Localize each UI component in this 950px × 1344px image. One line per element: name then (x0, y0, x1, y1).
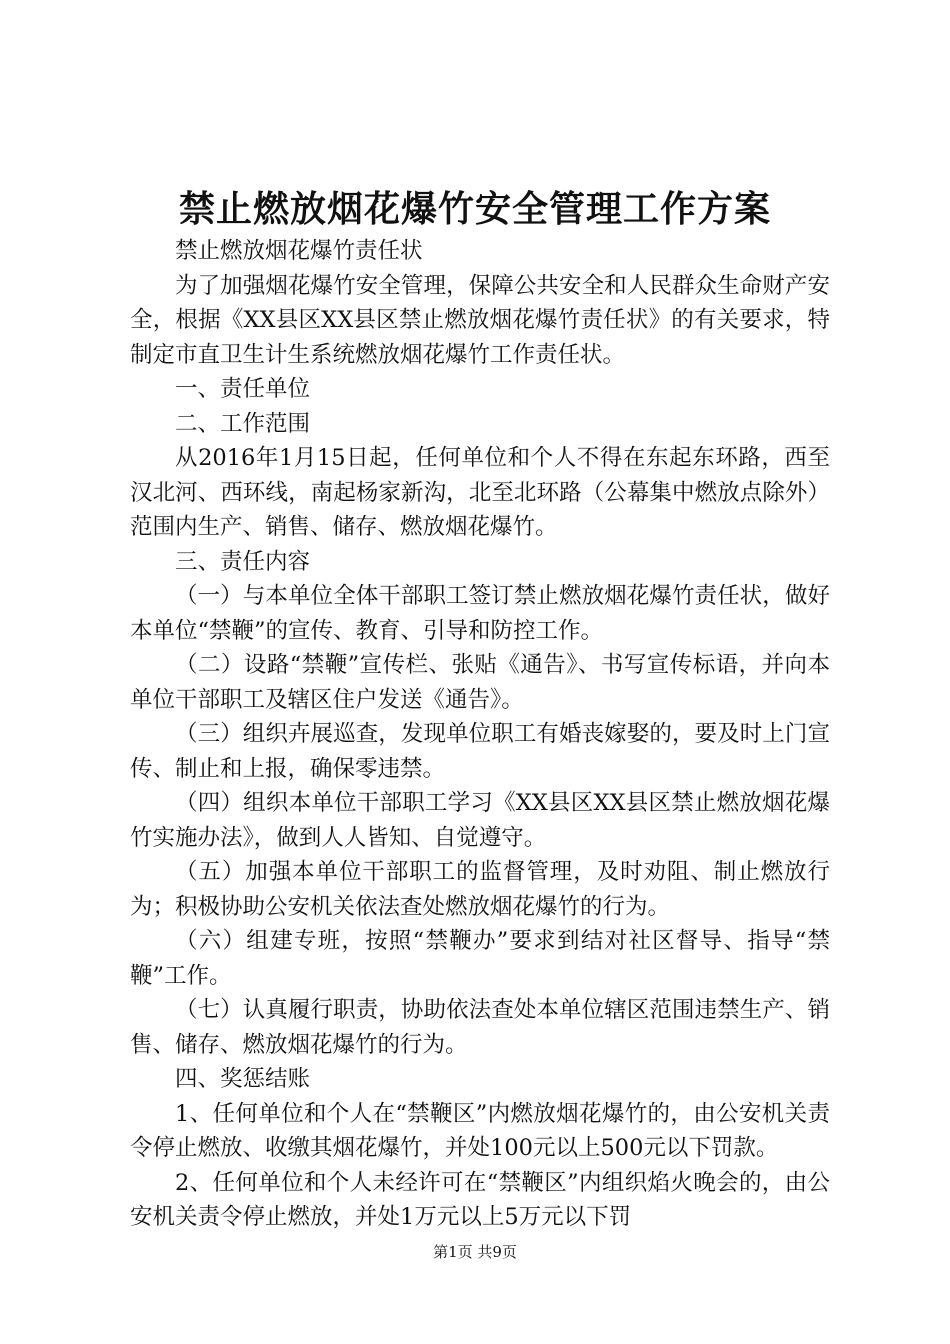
section-heading: 一、责任单位 (175, 376, 311, 402)
list-item: （四）组织本单位干部职工学习《XX县区XX县区禁止燃放烟花爆竹实施办法》，做到人人皆知、自觉遵守。 (130, 790, 830, 851)
list-item: 1、任何单位和个人在“禁鞭区”内燃放烟花爆竹的，由公安机关责令停止燃放、收缴其烟花爆竹，并处100元以上500元以下罚款。 (130, 1100, 830, 1161)
list-item: （三）组织卉展巡查，发现单位职工有婚丧嫁娶的，要及时上门宣传、制止和上报，确保零违禁。 (130, 721, 830, 782)
paragraph: 为了加强烟花爆竹安全管理，保障公共安全和人民群众生命财产安全，根据《XX县区XX县区禁止燃放烟花爆竹责任状》的有关要求，特制定市直卫生计生系统燃放烟花爆竹工作责任状。 (130, 272, 830, 368)
paragraph: 从2016年1月15日起，任何单位和个人不得在东起东环路，西至汉北河、西环线，南起杨家新沟，北至北环路（公幕集中燃放点除外）范围内生产、销售、储存、燃放烟花爆竹。 (130, 445, 830, 540)
list-item: （五）加强本单位干部职工的监督管理，及时劝阻、制止燃放行为；积极协助公安机关依法查处燃放烟花爆竹的行为。 (130, 859, 830, 920)
list-item: （二）设路“禁鞭”宣传栏、张贴《通告》、书写宣传标语，并向本单位干部职工及辖区住户发送《通告》。 (130, 652, 830, 713)
paragraph: 禁止燃放烟花爆竹责任状 (175, 238, 423, 264)
section-heading: 三、责任内容 (175, 548, 311, 575)
page-number: 第1页 共9页 (433, 1243, 517, 1261)
list-item: 2、任何单位和个人未经许可在“禁鞭区”内组织焰火晚会的，由公安机关责令停止燃放，并处1万元以上5万元以下罚 (130, 1169, 830, 1230)
list-item: （七）认真履行职责，协助依法查处本单位辖区范围违禁生产、销售、储存、燃放烟花爆竹的行为。 (130, 997, 830, 1058)
list-item: （六）组建专班，按照“禁鞭办”要求到结对社区督导、指导“禁鞭”工作。 (130, 928, 830, 989)
section-heading: 四、奖惩结账 (175, 1066, 311, 1092)
document-body (130, 234, 830, 1235)
document-title: 禁止燃放烟花爆竹安全管理工作方案 (178, 188, 771, 230)
list-item: （一）与本单位全体干部职工签订禁止燃放烟花爆竹责任状，做好本单位“禁鞭”的宣传、教育、引导和防控工作。 (130, 583, 830, 644)
section-heading: 二、工作范围 (175, 410, 311, 437)
